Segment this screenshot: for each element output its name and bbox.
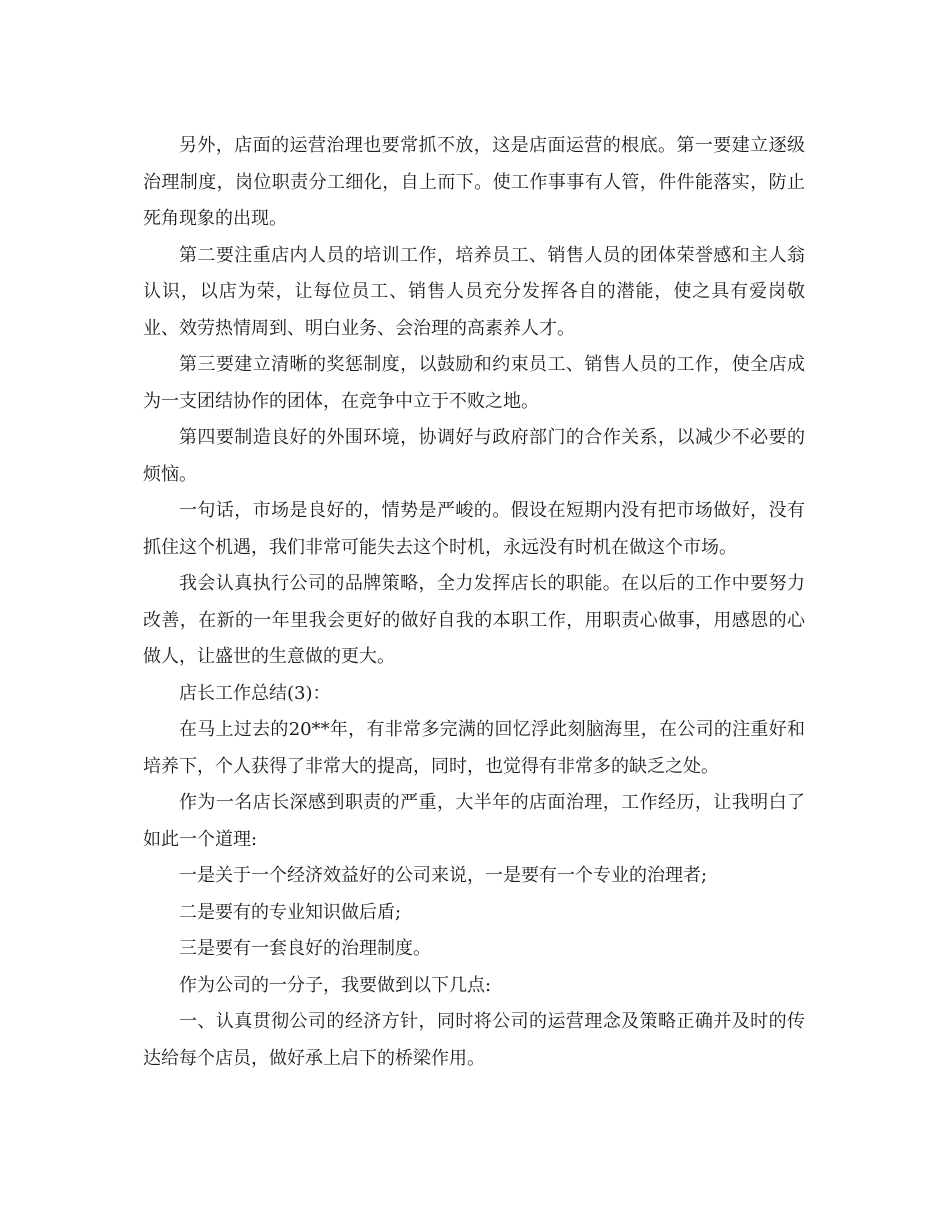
document-body <box>143 128 805 1077</box>
paragraph: 作为一名店长深感到职责的严重，大半年的店面治理，工作经历，让我明白了如此一个道理: <box>143 792 805 850</box>
list-item: 一是关于一个经济效益好的公司来说，一是要有一个专业的治理者; <box>179 865 708 886</box>
paragraph: 第三要建立清晰的奖惩制度，以鼓励和约束员工、销售人员的工作，使全店成为一支团结协作的团体，在竞争中立于不败之地。 <box>143 354 805 412</box>
list-item: 一、认真贯彻公司的经济方针，同时将公司的运营理念及策略正确并及时的传达给每个店员，做好承上启下的桥梁作用。 <box>143 1011 805 1069</box>
list-item: 二是要有的专业知识做后盾; <box>179 901 402 923</box>
paragraph: 另外，店面的运营治理也要常抓不放，这是店面运营的根底。第一要建立逐级治理制度，岗位职责分工细化，自上而下。使工作事事有人管，件件能落实，防止死角现象的出现。 <box>143 135 805 229</box>
section-heading: 店长工作总结(3)： <box>179 682 331 704</box>
paragraph: 在马上过去的20**年，有非常多完满的回忆浮此刻脑海里，在公司的注重好和培养下，个人获得了非常大的提高，同时，也觉得有非常多的缺乏之处。 <box>143 719 805 777</box>
paragraph: 我会认真执行公司的品牌策略，全力发挥店长的职能。在以后的工作中要努力改善，在新的一年里我会更好的做好自我的本职工作，用职责心做事，用感恩的心做人，让盛世的生意做的更大。 <box>143 573 805 667</box>
paragraph: 第四要制造良好的外围环境，协调好与政府部门的合作关系，以减少不必要的烦恼。 <box>143 427 805 485</box>
list-item: 三是要有一套良好的治理制度。 <box>179 938 431 959</box>
paragraph: 第二要注重店内人员的培训工作，培养员工、销售人员的团体荣誉感和主人翁认识，以店为荣，让每位员工、销售人员充分发挥各自的潜能，使之具有爱岗敬业、效劳热情周到、明白业务、会治理的高素养人才。 <box>143 244 805 339</box>
paragraph: 一句话，市场是良好的，情势是严峻的。假设在短期内没有把市场做好，没有抓住这个机遇，我们非常可能失去这个时机，永远没有时机在做这个市场。 <box>143 500 805 558</box>
paragraph: 作为公司的一分子，我要做到以下几点: <box>179 974 492 996</box>
